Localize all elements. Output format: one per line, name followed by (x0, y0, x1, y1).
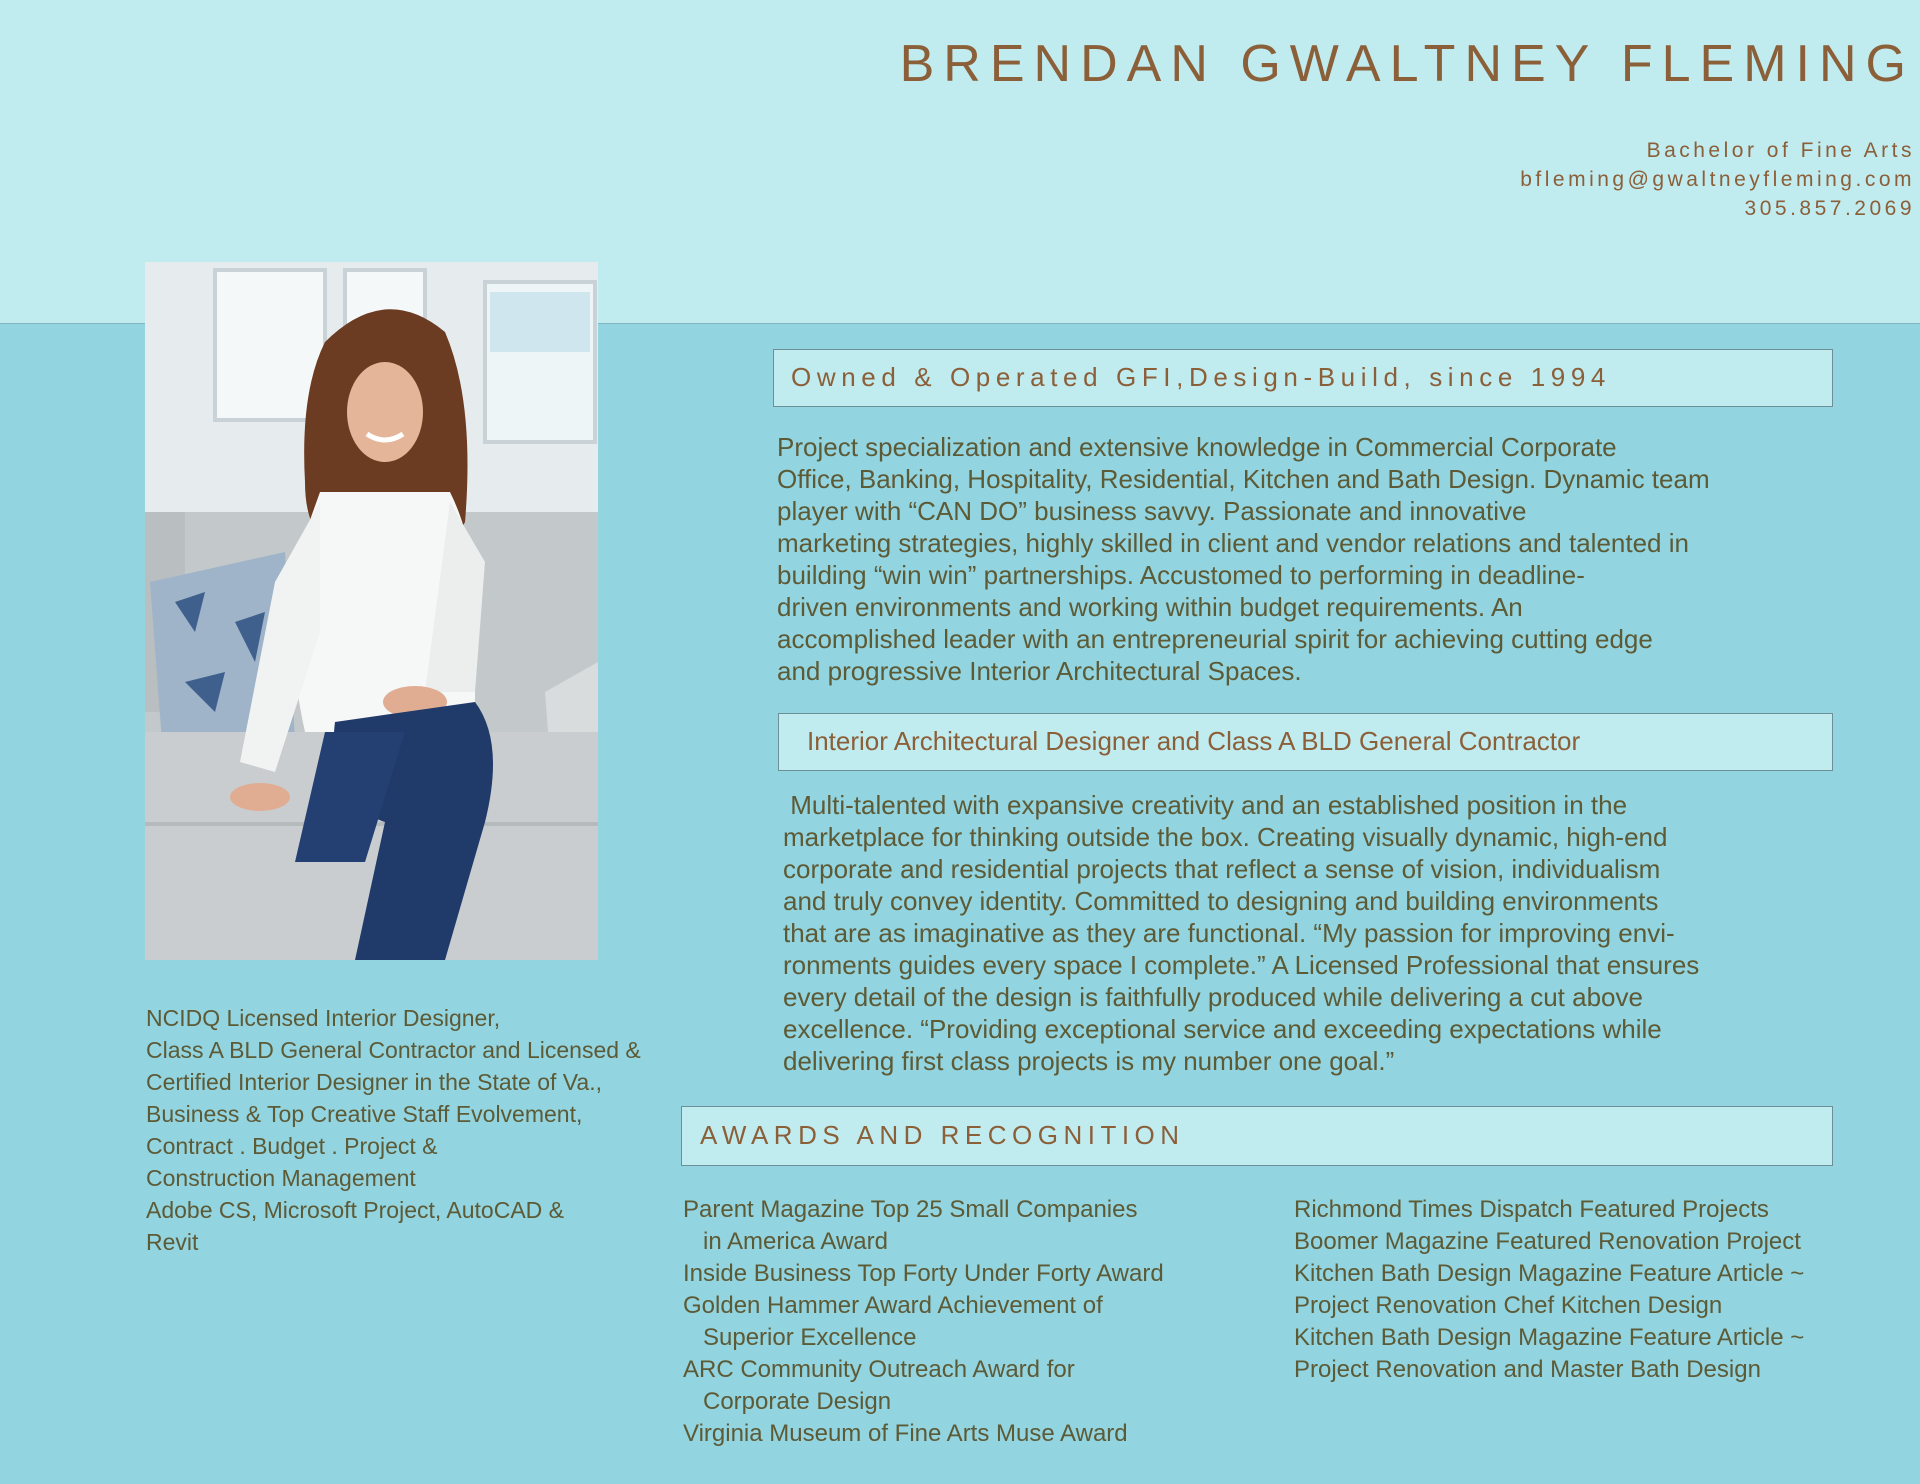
credential-line: Revit (146, 1229, 199, 1255)
company-summary (777, 431, 1710, 687)
summary-line: building “win win” partnerships. Accustomed to performing in deadline- (777, 560, 1585, 590)
credential-line: Contract . Budget . Project & (146, 1133, 438, 1159)
role-summary (783, 789, 1699, 1077)
role-line: excellence. “Providing exceptional service and exceeding expectations while (783, 1014, 1662, 1044)
credential-line: Certified Interior Designer in the State of Va., (146, 1069, 602, 1095)
award-item: Boomer Magazine Featured Renovation Project (1294, 1228, 1801, 1255)
credential-line: Adobe CS, Microsoft Project, AutoCAD & (146, 1197, 565, 1223)
award-item: Project Renovation Chef Kitchen Design (1294, 1292, 1723, 1319)
award-item: Kitchen Bath Design Magazine Feature Article ~ (1294, 1260, 1805, 1287)
award-item: Kitchen Bath Design Magazine Feature Article ~ (1294, 1324, 1805, 1351)
summary-line: Office, Banking, Hospitality, Residential, Kitchen and Bath Design. Dynamic team (777, 464, 1710, 494)
role-line: Multi-talented with expansive creativity and an established position in the (783, 790, 1628, 820)
award-item: Golden Hammer Award Achievement of (683, 1292, 1103, 1319)
award-item: Richmond Times Dispatch Featured Projects (1294, 1196, 1769, 1223)
summary-line: and progressive Interior Architectural Spaces. (777, 656, 1302, 686)
phone[interactable]: 305.857.2069 (1744, 197, 1915, 220)
role-line: delivering first class projects is my number one goal.” (783, 1046, 1395, 1076)
award-item: Superior Excellence (683, 1324, 917, 1351)
role-line: corporate and residential projects that reflect a sense of vision, individualism (783, 854, 1661, 884)
summary-line: player with “CAN DO” business savvy. Passionate and innovative (777, 496, 1527, 526)
award-item: Project Renovation and Master Bath Design (1294, 1356, 1761, 1383)
summary-line: accomplished leader with an entrepreneurial spirit for achieving cutting edge (777, 624, 1653, 654)
summary-line: marketing strategies, highly skilled in client and vendor relations and talented in (777, 528, 1689, 558)
credential-line: Business & Top Creative Staff Evolvement, (146, 1101, 583, 1127)
award-item: Virginia Museum of Fine Arts Muse Award (683, 1420, 1128, 1447)
role-line: ronments guides every space I complete.” A Licensed Professional that ensures (783, 950, 1700, 980)
section-heading-company: Owned & Operated GFI,Design-Build, since 1994 (773, 349, 1833, 407)
role-line: marketplace for thinking outside the box. Creating visually dynamic, high-end (783, 822, 1668, 852)
summary-line: driven environments and working within budget requirements. An (777, 592, 1523, 622)
portrait-illustration (145, 262, 598, 960)
role-line: every detail of the design is faithfully produced while delivering a cut above (783, 982, 1643, 1012)
contact-block (1520, 136, 1915, 223)
section-heading-awards: AWARDS AND RECOGNITION (681, 1106, 1833, 1166)
award-item: Parent Magazine Top 25 Small Companies (683, 1196, 1138, 1223)
award-item: ARC Community Outreach Award for (683, 1356, 1075, 1383)
credential-line: Construction Management (146, 1165, 416, 1191)
portrait-photo (145, 262, 598, 960)
person-name: BRENDAN GWALTNEY FLEMING (899, 35, 1915, 93)
credentials-list (146, 1002, 686, 1258)
role-line: and truly convey identity. Committed to designing and building environments (783, 886, 1659, 916)
section-heading-role: Interior Architectural Designer and Class A BLD General Contractor (778, 713, 1833, 771)
awards-list-right (1294, 1194, 1804, 1386)
credential-line: NCIDQ Licensed Interior Designer, (146, 1005, 501, 1031)
role-line: that are as imaginative as they are functional. “My passion for improving envi- (783, 918, 1675, 948)
award-item: Corporate Design (683, 1388, 892, 1415)
summary-line: Project specialization and extensive knowledge in Commercial Corporate (777, 432, 1617, 462)
email[interactable]: bfleming@gwaltneyfleming.com (1520, 168, 1915, 191)
award-item: Inside Business Top Forty Under Forty Award (683, 1260, 1164, 1287)
credential-line: Class A BLD General Contractor and Licensed & (146, 1037, 641, 1063)
degree: Bachelor of Fine Arts (1646, 139, 1915, 162)
awards-list-left (683, 1194, 1164, 1450)
award-item: in America Award (683, 1228, 888, 1255)
